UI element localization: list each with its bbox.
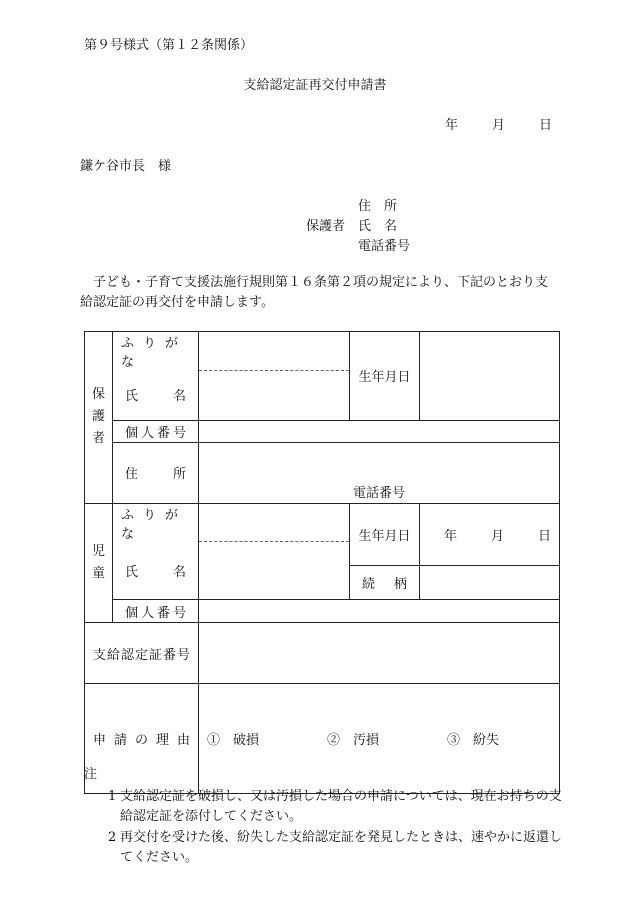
child-birth-day-label: 日 bbox=[537, 528, 551, 544]
certificate-number-label: 支給認定証番号 bbox=[85, 623, 199, 684]
guardian-name-label: 氏名 bbox=[113, 370, 199, 420]
reason-option-lost[interactable]: ③ 紛失 bbox=[447, 733, 500, 748]
note-item bbox=[84, 828, 564, 868]
child-furigana-label: ふりがな bbox=[113, 503, 199, 542]
application-statement: 子ども・子育て支援法施行規則第１６条第２項の規定により、下記のとおり支給認定証の再交付を申請します。 bbox=[80, 275, 549, 310]
child-birth-year-label: 年 bbox=[443, 528, 457, 544]
notes-section bbox=[84, 766, 564, 868]
guardian-birthdate-field[interactable] bbox=[420, 332, 560, 421]
addressee: 鎌ケ谷市長 様 bbox=[80, 159, 172, 174]
child-furigana-field[interactable] bbox=[199, 503, 350, 542]
date-year-label: 年 bbox=[444, 118, 458, 133]
guardian-furigana-field[interactable] bbox=[199, 332, 350, 371]
guardian-address-field[interactable] bbox=[199, 442, 560, 503]
guardian-phone-label: 電話番号 bbox=[352, 485, 405, 501]
date-day-label: 日 bbox=[538, 118, 552, 133]
reason-option-damage[interactable]: ① 破損 bbox=[207, 733, 260, 748]
child-name-field[interactable] bbox=[199, 542, 350, 600]
guardian-section-label: 保護者 bbox=[85, 332, 113, 504]
application-form-table bbox=[84, 331, 560, 794]
guardian-name-field[interactable] bbox=[199, 370, 350, 420]
guardian-personal-number-field[interactable] bbox=[199, 420, 560, 442]
application-date bbox=[445, 114, 552, 133]
guardian-personal-number-label: 個人番号 bbox=[113, 420, 199, 442]
applicant-label: 保護者 bbox=[306, 219, 346, 234]
date-month-label: 月 bbox=[491, 118, 505, 133]
note-text: 支給認定証を破損し、又は汚損した場合の申請については、現在お持ちの支給認定証を添付してください。 bbox=[120, 789, 562, 824]
document-title: 支給認定証再交付申請書 bbox=[243, 78, 387, 93]
guardian-address-label: 住所 bbox=[113, 442, 199, 503]
applicant-phone-label: 電話番号 bbox=[358, 239, 411, 254]
note-text: 再交付を受けた後、紛失した支給認定証を発見したときは、速やかに返還してください。 bbox=[120, 830, 563, 865]
note-item bbox=[84, 787, 564, 827]
guardian-furigana-label: ふりがな bbox=[113, 332, 199, 371]
child-birthdate-field[interactable] bbox=[420, 503, 560, 566]
note-number: 2 bbox=[108, 830, 117, 845]
child-relationship-field[interactable] bbox=[420, 566, 560, 600]
applicant-address-label: 住 所 bbox=[358, 199, 398, 214]
child-birth-month-label: 月 bbox=[490, 528, 504, 544]
reason-label: 申請の理由 bbox=[85, 684, 199, 794]
note-number: 1 bbox=[108, 789, 117, 804]
child-birthdate-label: 生年月日 bbox=[350, 503, 420, 566]
certificate-number-field[interactable] bbox=[199, 623, 560, 684]
child-personal-number-label: 個人番号 bbox=[113, 600, 199, 623]
child-section-label: 児童 bbox=[85, 503, 113, 623]
child-personal-number-field[interactable] bbox=[199, 600, 560, 623]
reason-option-soiled[interactable]: ② 汚損 bbox=[327, 733, 380, 748]
guardian-birthdate-label: 生年月日 bbox=[350, 332, 420, 421]
child-name-label: 氏名 bbox=[113, 542, 199, 600]
notes-title: 注 bbox=[84, 767, 98, 782]
form-number: 第９号様式（第１２条関係） bbox=[84, 38, 254, 53]
applicant-name-label: 氏 名 bbox=[358, 219, 398, 234]
child-relationship-label: 続柄 bbox=[350, 566, 420, 600]
